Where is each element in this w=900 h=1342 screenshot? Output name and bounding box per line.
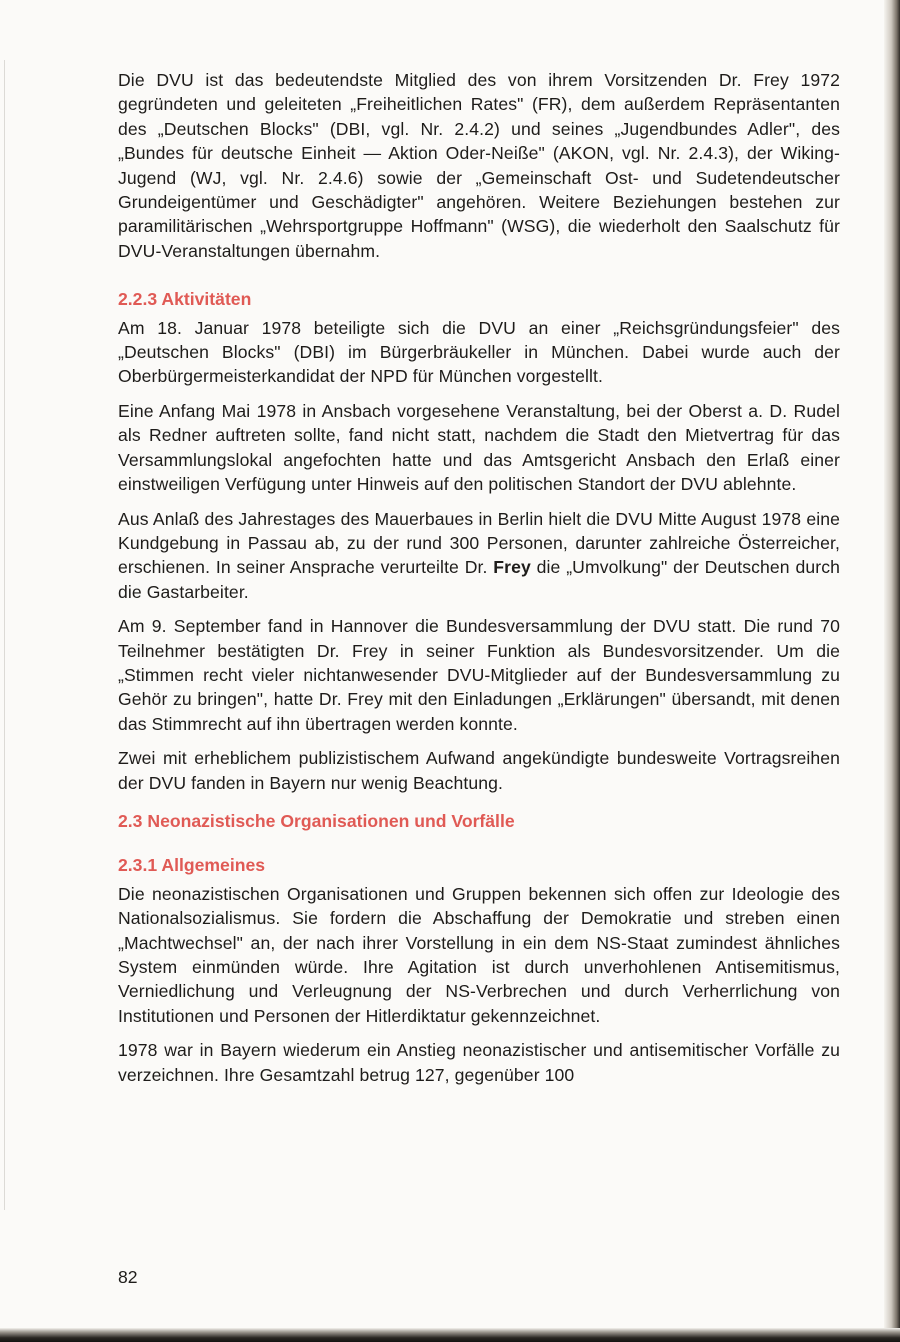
paragraph-text: Aus Anlaß des Jahrestages des Mauerbaues in Berlin hielt die DVU Mitte August 1978 eine Kundgebung in Passau ab, zu der rund 300 Personen, darunter zahlreiche Österreicher, erschienen. In seiner Ansprache verurteilte Dr. [118,508,840,578]
section-title: Allgemeines [161,855,266,876]
page-fold-line [4,60,5,1210]
paragraph-dvu-membership: Die DVU ist das bedeutendste Mitglied des von ihrem Vorsitzenden Dr. Frey 1972 gegründeten und geleiteten „Freiheitlichen Rates" (FR), dem außerdem Repräsentanten des „Deutschen Blocks" (DBI, vgl. Nr. 2.4.2) und seines „Jugendbundes Adler", des „Bundes für deutsche Einheit — Aktion Oder-Neiße" (AKON, vgl. Nr. 2.4.3), der Wiking-Jugend (WJ, vgl. Nr. 2.4.6) sowie der „Gemeinschaft Ost- und Sudetendeutscher Grundeigentümer und Geschädigter" angehören. Weitere Beziehungen bestehen zur paramilitärischen „Wehrsportgruppe Hoffmann" (WSG), die wiederholt den Saalschutz für DVU-Veranstaltungen übernahm. [118,70,840,261]
bold-name: Frey [493,557,531,578]
section-title: Neonazistische Organisationen und Vorfälle [147,810,515,831]
paragraph-incident-count: 1978 war in Bayern wiederum ein Anstieg neonazistischer und antisemitischer Vorfälle zu verzeichnen. Ihre Gesamtzahl betrug 127, gegenüber 100 [118,1040,840,1085]
section-heading-2-2-3 [118,287,840,311]
section-number: 2.2.3 [118,289,158,310]
paragraph-vortragsreihen: Zwei mit erheblichem publizistischem Aufwand angekündigte bundesweite Vortragsreihen der DVU fanden in Bayern nur wenig Beachtung. [118,748,840,793]
book-binding-edge [884,0,900,1342]
paragraph-neonazi-ideology: Die neonazistischen Organisationen und Gruppen bekennen sich offen zur Ideologie des Nationalsozialismus. Sie fordern die Abschaffung der Demokratie und streben einen „Machtwechsel" an, der nach ihrer Vorstellung in ein dem NS-Staat zumindest ähnliches System einmünden würde. Ihre Agitation ist durch unverhohlenen Antisemitismus, Verniedlichung und Verleugnung der NS-Verbrechen und durch Verherrlichung von Institutionen und Personen der Hitlerdiktatur gekennzeichnet. [118,883,840,1026]
section-heading-2-3-1 [118,853,840,877]
page-body [118,68,840,1097]
section-number: 2.3.1 [118,855,158,876]
section-heading-2-3 [118,809,840,833]
page-number: 82 [118,1267,138,1287]
section-number: 2.3 [118,810,143,831]
paragraph-bundesversammlung: Am 9. September fand in Hannover die Bundesversammlung der DVU statt. Die rund 70 Teilnehmer bestätigten Dr. Frey in seiner Funktion als Bundesvorsitzender. Um die „Stimmen recht vieler nichtanwesender DVU-Mitglieder auf der Bundesversammlung zu Gehör zu bringen", hatte Dr. Frey mit den Einladungen „Erklärungen" übersandt, mit denen das Stimmrecht auf ihn übertragen werden konnte. [118,616,840,734]
section-title: Aktivitäten [161,289,252,310]
book-bottom-edge [0,1328,900,1342]
paragraph-passau-rally [118,507,840,605]
paragraph-reichsgruendungsfeier: Am 18. Januar 1978 beteiligte sich die DVU an einer „Reichsgründungsfeier" des „Deutschen Blocks" (DBI) im Bürgerbräukeller in München. Dabei wurde auch der Oberbürgermeisterkandidat der NPD für München vorgestellt. [118,317,840,387]
paragraph-ansbach-event: Eine Anfang Mai 1978 in Ansbach vorgesehene Veranstaltung, bei der Oberst a. D. Rudel als Redner auftreten sollte, fand nicht statt, nachdem die Stadt den Mietvertrag für das Versammlungslokal angefochten hatte und das Amtsgericht Ansbach den Erlaß einer einstweiligen Verfügung unter Hinweis auf den politischen Standort der DVU ablehnte. [118,400,840,495]
paragraph-text: die „Umvolkung" der Deutschen durch die Gastarbeiter. [118,557,840,602]
